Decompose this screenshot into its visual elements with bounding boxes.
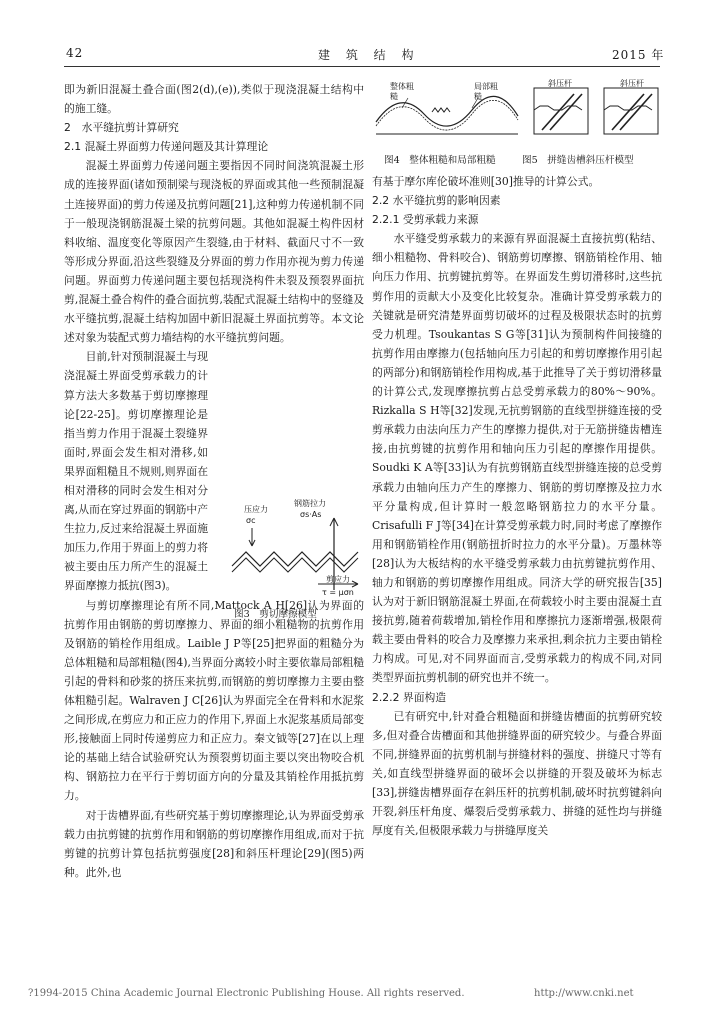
fig5-label-left: 斜压杆 bbox=[548, 79, 572, 88]
fig3-label-rebar: 钢筋拉力 bbox=[294, 499, 326, 508]
paragraph: 对于齿槽界面,有些研究基于剪切摩擦理论,认为界面受剪承载力由抗剪键的抗剪作用和钢筋的剪切摩擦作用组成,而对于抗剪键的抗剪计算包括抗剪强度[28]和斜压杆理论[29](图5)两种。此外,也 bbox=[64, 808, 364, 879]
paragraph: 有基于摩尔库伦破坏准则[30]推导的计算公式。 bbox=[372, 175, 600, 188]
right-column bbox=[372, 172, 662, 840]
section-heading: 2.2.2 界面构造 bbox=[372, 690, 447, 704]
section-heading: 2.2 水平缝抗剪的影响因素 bbox=[372, 194, 501, 208]
fig4-label-local: 局部粗糙 bbox=[474, 82, 498, 101]
figure-5-caption: 图5 拼缝齿槽斜压杆模型 bbox=[522, 155, 634, 166]
paragraph: 混凝土界面剪力传递问题主要指因不同时间浇筑混凝土形成的连接界面(诸如预制梁与现浇板的界面或其他一些预制混凝土连接界面)的剪力传递及抗剪问题[21],这种剪力传递机制不同于一般现浇钢筋混凝土梁的抗剪问题。其他如混凝土构件因材料收缩、温度变化等原因产生裂缝,由于材料、截面尺寸不一致等形成分界面,沿这些裂缝及分界面的剪力作用亦视为剪力传递问题。界面剪力传递问题主要包括现浇构件未裂及预裂界面抗剪,混凝土叠合构件的叠合面抗剪,装配式混凝土结构中的竖缝及水平缝抗剪,混凝土结构加固中新旧混凝土界面抗剪等。本文论述对象为装配式剪力墙结构的水平缝抗剪问题。 bbox=[64, 159, 364, 345]
header-rule bbox=[64, 66, 660, 67]
fig3-label-tau: τ = μσn bbox=[322, 588, 354, 597]
paragraph: 水平缝受剪承载力的来源有界面混凝土直接抗剪(粘结、细小粗糙物、骨料咬合)、钢筋剪切摩擦、钢筋销栓作用、轴向压力作用、抗剪键抗剪等。在界面发生剪切滑移时,这些抗剪作用的贡献大小及变化比较复杂。准确计算受剪承载力的关键就是研究清楚界面剪切破坏的过程及极限状态时的抗剪受力机理。Tsoukantas S G等[31]认为预制构件间接缝的抗剪作用由摩擦力(包括轴向压力引起的和剪切摩擦作用引起的两部分)和钢筋销栓作用构成,基于此推导了关于剪切滑移量的计算公式,发现摩擦抗剪占总受剪承载力的80%～90%。Rizkalla S H等[32]发现,无抗剪钢筋的直线型拼缝连接的受剪承载力由法向压力产生的摩擦力提供,对于无筋拼缝齿槽连接,由抗剪键的抗剪作用和轴向压力引起的摩擦作用提供。Soudki K A等[33]认为有抗剪钢筋直线型拼缝连接的总受剪承载力由轴向压力产生的摩擦力、钢筋的剪切摩擦及拉力水平分量构成,但计算时一般忽略钢筋拉力的水平分量。Crisafulli F J等[34]在计算受剪承载力时,同时考虑了摩擦作用和钢筋销栓作用(钢筋扭折时拉力的水平分量)。万墨林等[28]认为大板结构的水平缝受剪承载力由抗剪键抗剪作用、轴力和钢筋的剪切摩擦作用组成。同济大学的研究报告[35]认为对于新旧钢筋混凝土界面,在荷载较小时主要由混凝土直接抗剪,随着荷载增加,销栓作用和摩擦抗力逐渐增强,极限荷载主要由骨料的咬合力及摩擦力来承担,剩余抗力主要由销栓力构成。可见,对不同界面而言,受剪承载力的构成不同,对同类型界面抗剪机制的研究也并不统一。 bbox=[372, 232, 662, 685]
figure-3 bbox=[222, 498, 368, 622]
fig3-label-rebar-sym: σs·As bbox=[300, 510, 322, 519]
paragraph: 已有研究中,针对叠合粗糙面和拼缝齿槽面的抗剪研究较多,但对叠合齿槽面和其他拼缝界面的研究较少。与叠合界面不同,拼缝界面的抗剪机制与拼缝材料的强度、拼缝尺寸等有关,如直线型拼缝界面的破坏会以拼缝的开裂及破坏为标志[33],拼缝齿槽界面存在斜压杆的抗剪机制,破坏时抗剪键斜向开裂,斜压杆角度、爆裂后受剪承载力、拼缝的延性均与拼缝厚度有关,但极限承载力与拼缝厚度关 bbox=[372, 709, 662, 838]
footer-copyright: ?1994-2015 China Academic Journal Electronic Publishing House. All rights reserved. bbox=[28, 988, 465, 999]
section-heading: 2.1 混凝土界面剪力传递问题及其计算理论 bbox=[64, 140, 269, 154]
paragraph: 目前,针对预制混凝土与现浇混凝土界面受剪承载力的计算方法大多数基于剪切摩擦理论[22-25]。剪切摩擦理论是指当剪力作用于混凝土裂缝界面时,界面会发生相对滑移,如果界面粗糙且不规则,则界面在相对滑移的同时会发生相对分离,从而在穿过界面的钢筋中产生拉力,反过来给混凝土界面施加压力,作用于界面上的剪力将被主要由压力所产生的混凝土界面摩擦力抵抗(图3)。 bbox=[64, 350, 208, 593]
section-heading: 2 水平缝抗剪计算研究 bbox=[64, 121, 179, 135]
fig3-label-shear: 剪应力 bbox=[326, 575, 350, 584]
page-number: 42 bbox=[66, 46, 84, 60]
paragraph: 与剪切摩擦理论有所不同,Mattock A H[26]认为界面的抗剪作用由钢筋的剪切摩擦力、界面的细小粗糙物的抗剪作用及钢筋的销栓作用组成。Laible J P等[25]把界面的粗糙分为总体粗糙和局部粗糙(图4),当界面分离较小时主要依靠局部粗糙引起的骨料和砂浆的挤压来抗剪,而钢筋的剪切摩擦力主要由整体粗糙引起。Walraven J C[26]认为界面完全在骨料和水泥浆之间形成,在剪应力和正应力的作用下,界面上水泥浆基质局部变形,接触面上同时传递剪应力和正应力。秦文钺等[27]在以上理论的基础上结合试验研究认为预裂剪切面主要以突出物咬合机构、钢筋拉力在平行于剪切面方向的分量及其销栓作用抵抗剪力。 bbox=[64, 598, 364, 803]
fig5-label-right: 斜压杆 bbox=[620, 79, 644, 88]
journal-year: 2015 年 bbox=[612, 48, 665, 62]
figure-4-caption: 图4 整体粗糙和局部粗糙 bbox=[384, 155, 496, 166]
figure-3-caption: 图3 剪切摩擦模型 bbox=[234, 609, 317, 620]
journal-title: 建 筑 结 构 bbox=[318, 48, 420, 62]
paragraph: 即为新旧混凝土叠合面(图2(d),(e)),类似于现浇混凝土结构中的施工缝。 bbox=[64, 83, 364, 116]
fig4-label-global: 整体粗糙 bbox=[390, 82, 414, 101]
left-column bbox=[64, 80, 364, 882]
strut-diagram bbox=[528, 80, 664, 142]
fig3-label-press: 压应力 bbox=[244, 505, 268, 514]
fig3-label-sigma: σc bbox=[246, 516, 256, 525]
footer-url: http://www.cnki.net bbox=[534, 988, 634, 999]
section-heading: 2.2.1 受剪承载力来源 bbox=[372, 213, 479, 227]
